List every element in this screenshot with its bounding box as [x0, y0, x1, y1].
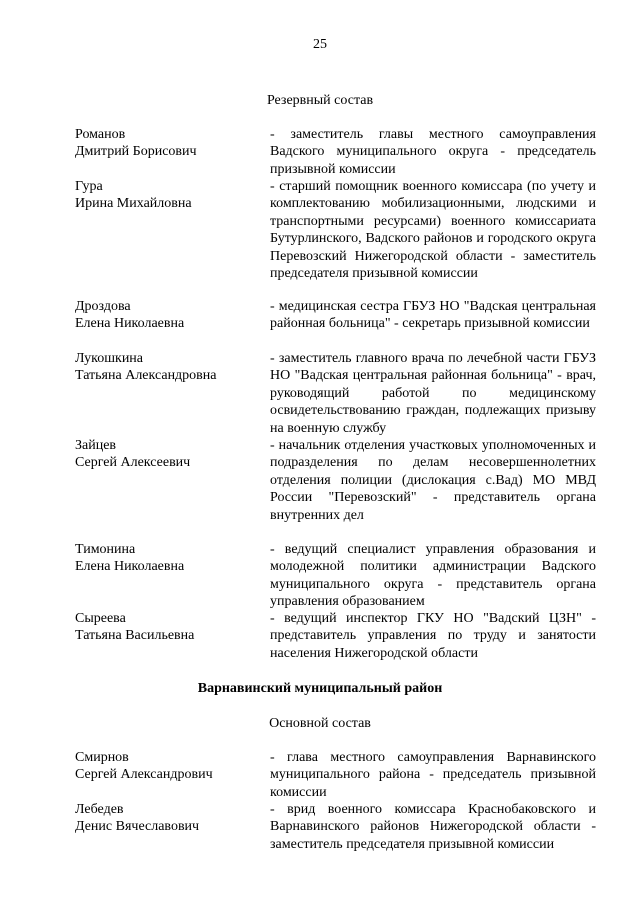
- member-given-name: Ирина Михайловна: [75, 196, 192, 212]
- member-surname: Романов: [75, 127, 126, 142]
- member-role: - заместитель главы местного самоуправления Вадского муниципального округа - председатель призывной комиссии: [270, 127, 596, 177]
- member-given-name: Сергей Александрович: [75, 767, 213, 783]
- page-number: 25: [313, 37, 327, 52]
- member-surname: Гура: [75, 179, 103, 194]
- member-name: [75, 749, 265, 784]
- member-surname: Зайцев: [75, 438, 117, 453]
- member-role: - старший помощник военного комиссара (по учету и комплектованию мобилизационными, людскими и транспортными ресурсами) военного комиссариата Бутурлинского, Вадского районов и городского округа Перевозский Нижегородской области - заместитель председателя призывной комиссии: [270, 179, 596, 282]
- member-name: [75, 610, 265, 645]
- member-name: [75, 437, 265, 472]
- member-given-name: Татьяна Александровна: [75, 368, 217, 384]
- member-role: - медицинская сестра ГБУЗ НО "Вадская центральная районная больница" - секретарь призывной комиссии: [270, 299, 596, 332]
- member-given-name: Сергей Алексеевич: [75, 455, 191, 471]
- member-role: - ведущий инспектор ГКУ НО "Вадский ЦЗН" - представитель управления по труду и занятости населения Нижегородской области: [270, 611, 596, 661]
- member-given-name: Елена Николаевна: [75, 316, 185, 332]
- main-composition-heading: Основной состав: [269, 716, 371, 731]
- member-surname: Смирнов: [75, 750, 129, 765]
- member-role: - глава местного самоуправления Варнавинского муниципального района - председатель призывной комиссии: [270, 750, 596, 800]
- member-role: - начальник отделения участковых уполномоченных и подразделения по делам несовершеннолетних отделения полиции (дислокация с.Вад) МО МВД России "Перевозский" - представитель органа внутренних дел: [270, 438, 596, 523]
- member-name: [75, 350, 265, 385]
- district-heading: Варнавинский муниципальный район: [197, 681, 443, 696]
- member-role: - заместитель главного врача по лечебной части ГБУЗ НО "Вадская центральная районная больница" - врач, руководящий работой по медицинскому освидетельствованию граждан, подлежащих призыву на военную службу: [270, 351, 596, 436]
- reserve-composition-heading: Резервный состав: [266, 93, 374, 108]
- member-name: [75, 801, 265, 836]
- member-name: [75, 298, 265, 333]
- member-name: [75, 178, 265, 213]
- member-surname: Сыреева: [75, 611, 126, 626]
- member-given-name: Денис Вячеславович: [75, 819, 200, 835]
- member-surname: Лебедев: [75, 802, 124, 817]
- member-surname: Дроздова: [75, 299, 131, 314]
- member-role: - врид военного комиссара Краснобаковского и Варнавинского районов Нижегородской области - заместитель председателя призывной комиссии: [270, 802, 596, 852]
- member-role: - ведущий специалист управления образования и молодежной политики администрации Вадского муниципального округа - представитель органа управления образованием: [270, 542, 596, 610]
- member-name: [75, 126, 265, 161]
- member-name: [75, 541, 265, 576]
- member-given-name: Елена Николаевна: [75, 559, 185, 575]
- member-surname: Лукошкина: [75, 351, 144, 366]
- member-given-name: Татьяна Васильевна: [75, 628, 195, 644]
- member-given-name: Дмитрий Борисович: [75, 144, 197, 160]
- member-surname: Тимонина: [75, 542, 136, 557]
